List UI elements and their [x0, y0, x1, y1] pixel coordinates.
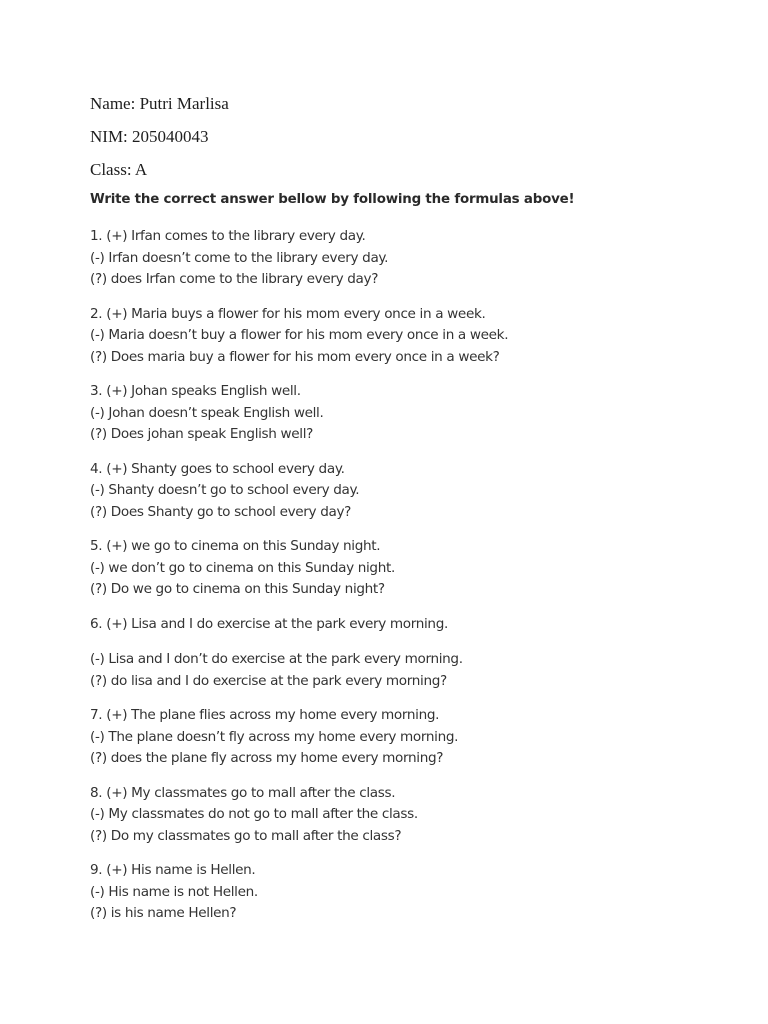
positive-sentence: 4. (+) Shanty goes to school every day. — [90, 460, 345, 477]
negative-sentence: (-) we don’t go to cinema on this Sunday night. — [90, 559, 395, 576]
question-sentence: (?) does Irfan come to the library every day? — [90, 271, 379, 287]
answer-item — [90, 536, 730, 601]
document-page — [90, 91, 730, 938]
question-sentence: (?) Do my classmates go to mall after the class? — [90, 827, 402, 844]
question-sentence: (?) Does johan speak English well? — [90, 426, 314, 442]
positive-sentence: 9. (+) His name is Hellen. — [90, 862, 256, 878]
positive-sentence: 3. (+) Johan speaks English well. — [90, 383, 301, 399]
positive-sentence: 8. (+) My classmates go to mall after the class. — [90, 784, 396, 801]
question-sentence: (?) Do we go to cinema on this Sunday night? — [90, 581, 385, 597]
negative-sentence: (-) Shanty doesn’t go to school every day. — [90, 482, 360, 498]
negative-sentence: (-) Johan doesn’t speak English well. — [90, 404, 324, 421]
negative-sentence: (-) The plane doesn’t fly across my home every morning. — [90, 728, 459, 745]
question-sentence: (?) does the plane fly across my home every morning? — [90, 750, 444, 766]
question-sentence: (?) is his name Hellen? — [90, 905, 237, 921]
answer-item — [90, 381, 730, 446]
question-sentence: (?) Does maria buy a flower for his mom every once in a week? — [90, 348, 500, 365]
negative-sentence: (-) His name is not Hellen. — [90, 883, 258, 900]
negative-sentence: (-) My classmates do not go to mall after the class. — [90, 806, 418, 822]
answer-item — [90, 783, 730, 848]
negative-sentence: (-) Maria doesn’t buy a flower for his mom every once in a week. — [90, 327, 509, 343]
student-name: Name: Putri Marlisa — [90, 94, 229, 113]
positive-sentence: 6. (+) Lisa and I do exercise at the park every morning. — [90, 615, 448, 632]
positive-sentence: 2. (+) Maria buys a flower for his mom every once in a week. — [90, 305, 486, 322]
question-sentence: (?) do lisa and I do exercise at the park every morning? — [90, 672, 447, 689]
answer-item — [90, 614, 730, 693]
positive-sentence: 1. (+) Irfan comes to the library every day. — [90, 228, 366, 244]
answer-list — [90, 226, 730, 925]
answer-item — [90, 226, 730, 291]
answer-item — [90, 860, 730, 925]
question-sentence: (?) Does Shanty go to school every day? — [90, 503, 352, 520]
negative-sentence: (-) Irfan doesn’t come to the library every day. — [90, 249, 389, 266]
positive-sentence: 7. (+) The plane flies across my home every morning. — [90, 707, 440, 723]
positive-sentence: 5. (+) we go to cinema on this Sunday night. — [90, 538, 381, 554]
answer-item — [90, 705, 730, 770]
answer-item — [90, 304, 730, 369]
answer-item — [90, 459, 730, 524]
student-class: Class: A — [90, 160, 148, 179]
instruction-text: Write the correct answer bellow by following the formulas above! — [90, 192, 575, 207]
student-nim: NIM: 205040043 — [90, 127, 209, 146]
negative-sentence: (-) Lisa and I don’t do exercise at the park every morning. — [90, 651, 463, 667]
